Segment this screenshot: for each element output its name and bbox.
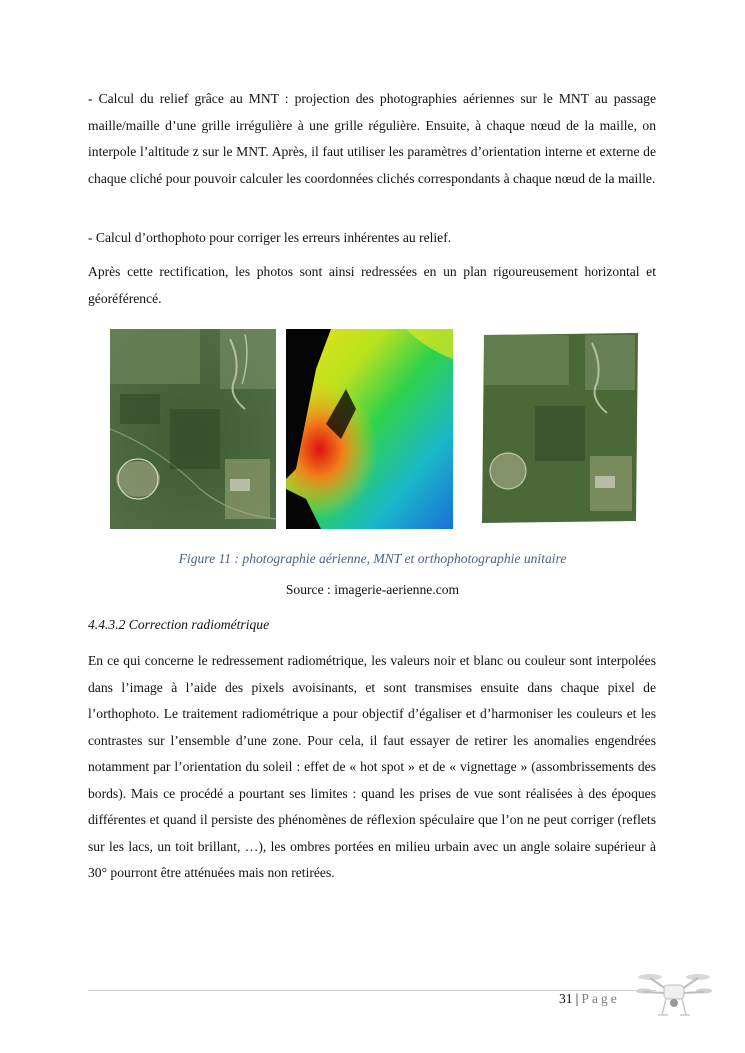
paragraph-radiometric-correction: En ce qui concerne le redressement radiométrique, les valeurs noir et blanc ou couleur sont interpolées dans l’image à l’aide des pixels avoisinants, et sont transmises ensuite dans chaque pixel de l’orthophoto. Le traitement radiométrique a pour objectif d’égaliser et d’harmoniser les couleurs et les contrastes sur l’ensemble d’une zone. Pour cela, il faut essayer de retirer les anomalies engendrées notamment par l’orientation du soleil : effet de « hot spot » et de « vignettage » (assombrissements des bords). Mais ce procédé a pourtant ses limites : quand les prises de vue sont réalisées à des époques différentes et quand il persiste des phénomènes de réflexion spéculaire que l’on ne peut corriger (reflets sur les lacs, un toit brillant, …), les ombres portées en milieu urbain avec un angle solaire supérieur à 30° pourront être atténuées mais non retirées. <box>88 653 656 880</box>
paragraph-relief-calculation: - Calcul du relief grâce au MNT : projection des photographies aériennes sur le MNT au passage maille/maille d’une grille irrégulière à une grille régulière. Ensuite, à chaque nœud de la maille, on interpole l’altitude z sur le MNT. Après, il faut utiliser les paramètres d’orientation interne et externe de chaque cliché pour pouvoir calculer les coordonnées clichés correspondants à chaque nœud de la maille. <box>88 91 656 186</box>
mnt-elevation-image <box>286 329 453 529</box>
section-heading: 4.4.3.2 Correction radiométrique <box>88 617 270 632</box>
paragraph-orthophoto-calculation: - Calcul d’orthophoto pour corriger les erreurs inhérentes au relief. <box>88 230 452 245</box>
orthophoto-image <box>480 331 640 525</box>
paragraph-rectification: Après cette rectification, les photos sont ainsi redressées en un plan rigoureusement horizontal et géoréférencé. <box>88 264 656 306</box>
figure-caption: Figure 11 : photographie aérienne, MNT et orthophotographie unitaire <box>178 551 567 566</box>
figure-source: Source : imagerie-aerienne.com <box>285 582 460 597</box>
page-number <box>559 991 620 1007</box>
drone-icon <box>636 965 712 1021</box>
page-separator: | <box>575 991 579 1006</box>
page-label: Page <box>581 991 620 1006</box>
page-number-value: 31 <box>559 991 573 1006</box>
aerial-photo-image <box>110 329 276 529</box>
